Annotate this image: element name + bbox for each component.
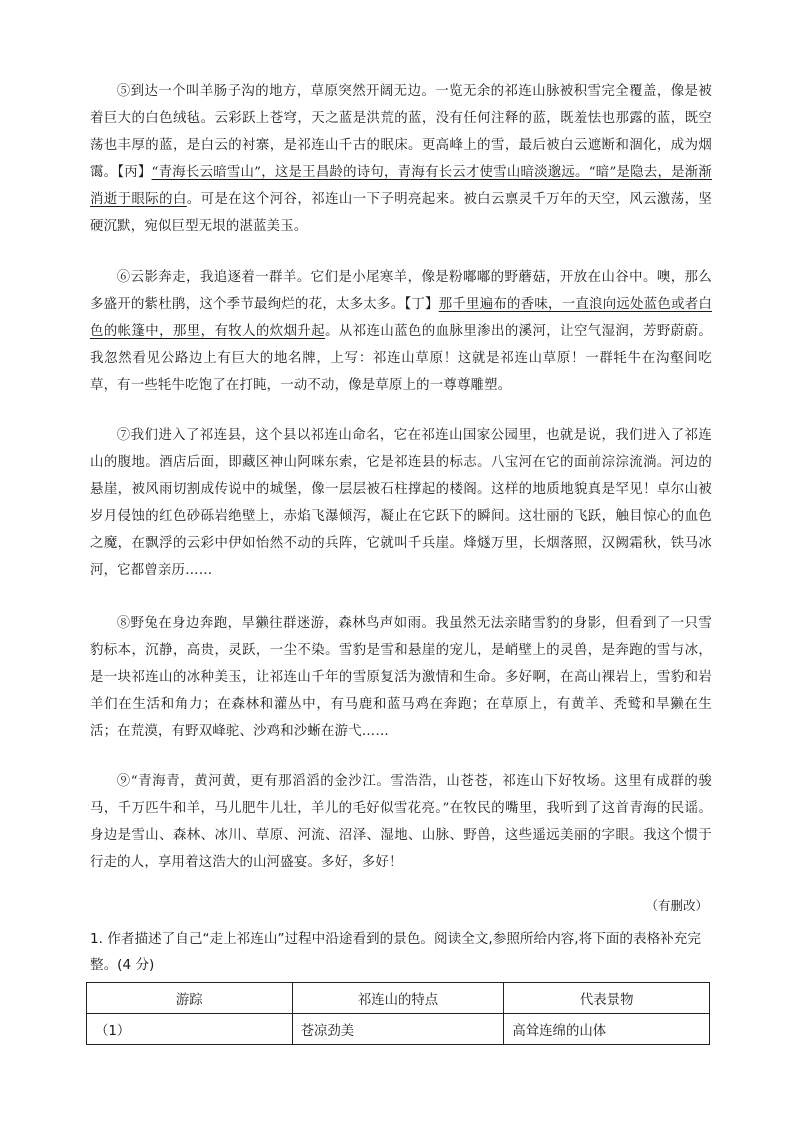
paragraph-6: [90, 264, 712, 399]
header-travel-route: 游踪: [87, 983, 293, 1014]
paragraph-8-text: ⑧野兔在身边奔跑，旱獭往群迷游，森林鸟声如雨。我虽然无法亲睹雪豹的身影，但看到了一只雪豹标本，沉静，高贵，灵跃，一尘不染。雪豹是雪和悬崖的宠儿，是峭壁上的灵兽，是奔跑的雪与冰，是一块祁连山的冰种美玉，让祁连山千年的雪原复活为激情和生命。多好啊，在高山裸岩上，雪豹和岩羊们在生活和角力；在森林和灌丛中，有马鹿和蓝马鸡在奔跑；在草原上，有黄羊、秃鹫和旱獭在生活；在荒漠，有野双峰驼、沙鸡和沙蜥在游弋……: [90, 616, 712, 739]
paragraph-6-text: ⑥云影奔走，我追逐着一群羊。它们是小尾寒羊，像是粉嘟嘟的野蘑菇，开放在山谷中。噢，那么多盛开的紫杜鹃，这个季节最绚烂的花，太多太多。: [90, 270, 712, 312]
table-header-row: [87, 983, 710, 1014]
question-1: 1. 作者描述了自己“走上祁连山”过程中沿途看到的景色。阅读全文,参照所给内容,将下面的表格补充完整。(4 分): [90, 931, 701, 973]
paragraph-5-text: ⑤到达一个叫羊肠子沟的地方，草原突然开阔无边。一览无余的祁连山脉被积雪完全覆盖，像是被着巨大的白色绒毡。云彩跃上苍穹，天之蓝是洪荒的蓝，没有任何注释的蓝，既羞怯也那露的蓝，既空荡也丰厚的蓝，是白云的衬寨，是祁连山千古的眠床。更高峰上的雪，最后被白云遮断和涸化，成为烟霭。: [90, 84, 712, 180]
cell-representative-scenery: 高耸连绵的山体: [504, 1014, 710, 1045]
marker-ding: 【丁】: [404, 297, 439, 312]
paragraph-9-text: ⑨“青海青，黄河黄，更有那滔滔的金沙江。雪浩浩，山苍苍，祁连山下好牧场。这里有成群的骏马，千万匹牛和羊，马儿肥牛儿壮，羊儿的毛好似雪花亮。”在牧民的嘴里，我听到了这首青海的民谣。身边是雪山、森林、冰川、草原、河流、沼泽、湿地、山脉、野兽，这些遥远美丽的字眼。我这个惯于行走的人，享用着这浩大的山河盛宴。多好，多好！: [90, 774, 712, 870]
cell-mountain-feature: 苍凉劲美: [292, 1014, 504, 1045]
header-representative-scenery: 代表景物: [504, 983, 710, 1014]
paragraph-8: [90, 610, 712, 745]
paragraph-6-text-cont: 。从祁连山蓝色的血脉里渗出的溪河，让空气湿润，芳野蔚蔚。我忽然看见公路边上有巨大的地名牌，上写：祁连山草原！这就是祁连山草原！一群牦牛在沟壑间吃草，有一些牦牛吃饱了在打盹，一动不动，像是草原上的一尊尊雕塑。: [90, 324, 712, 393]
cell-travel-route[interactable]: （1）: [87, 1014, 293, 1045]
header-mountain-feature: 祁连山的特点: [292, 983, 504, 1014]
revision-note: （有删改）: [645, 898, 708, 913]
underlined-sentence-ding: 那千里遍布的香味，一直浪向远处蓝色或者白色的帐篷中，那里，有牧人的炊烟升起: [90, 297, 712, 339]
paragraph-7: [90, 422, 712, 584]
answer-table: [86, 982, 710, 1045]
paragraph-5-text-cont: 。可是在这个河谷，祁连山一下子明亮起来。被白云禀灵千万年的天空，风云激荡，坚硬沉默，宛似巨型无垠的湛蓝美玉。: [90, 192, 712, 234]
underlined-sentence-bing: “青海长云暗雪山”，这是王昌龄的诗句，青海有长云才使雪山暗淡邈远。“暗”是隐去，是渐渐消逝于眼际的白: [90, 165, 712, 207]
marker-bing: 【丙】: [117, 165, 152, 180]
paragraph-5: [90, 78, 712, 240]
paragraph-9: [90, 768, 712, 876]
table-row: [87, 1014, 710, 1045]
paragraph-7-text: ⑦我们进入了祁连县，这个县以祁连山命名，它在祁连山国家公园里，也就是说，我们进入了祁连山的腹地。酒店后面，即藏区神山阿咪东索，它是祁连县的标志。八宝河在它的面前淙淙流淌。河边的悬崖，被风雨切割成传说中的城堡，像一层层被石柱撑起的楼阁。这样的地质地貌真是罕见！卓尔山被岁月侵蚀的红色砂砾岩绝壁上，赤焰飞瀑倾泻，凝止在它跃下的瞬间。这壮丽的飞跃，触目惊心的血色之魔，在飘浮的云彩中伊如怡然不动的兵阵，它就叫千兵崖。烽燧万里，长烟落照，汉阙霜秋，铁马冰河，它都曾亲历……: [90, 428, 712, 578]
